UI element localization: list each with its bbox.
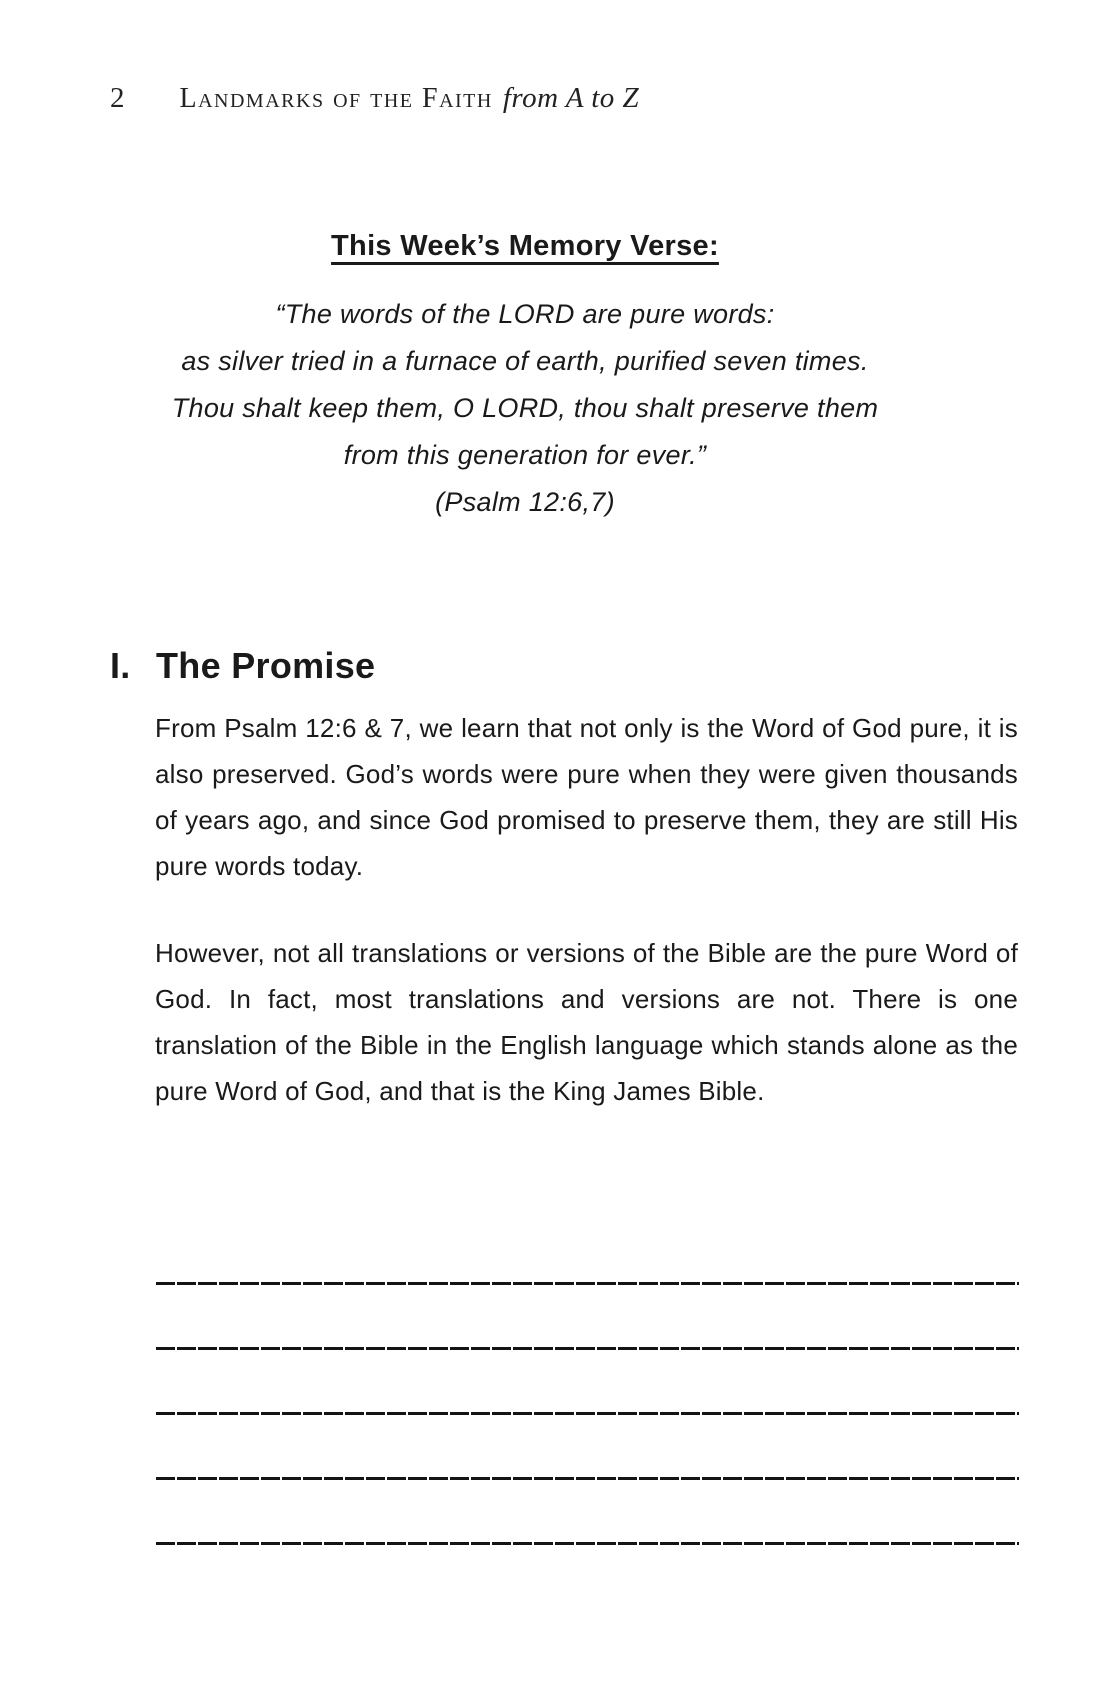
answer-lines [156,1282,1019,1607]
section-heading [110,645,376,686]
paragraph-2: However, not all translations or versions of the Bible are the pure Word of God. In fact, most translations and versions are not. There is one translation of the Bible in the English language which stands alone as the pure Word of God, and that is the King James Bible. [155,938,1018,1106]
verse-line-1: “The words of the LORD are pure words: [275,299,775,329]
verse-line-4: from this generation for ever.” [343,440,707,470]
memory-verse-text [0,291,1050,526]
paragraph-1: From Psalm 12:6 & 7, we learn that not only is the Word of God pure, it is also preserved. God’s words were pure when they were given thousands of years ago, and since God promised to preserve them, they are still His pure words today. [155,713,1018,881]
verse-reference: (Psalm 12:6,7) [435,487,615,517]
page-number: 2 [110,82,125,114]
section-title: The Promise [156,645,376,686]
answer-line [156,1477,1019,1480]
memory-verse-section [0,230,1050,526]
memory-verse-heading: This Week’s Memory Verse: [331,230,719,262]
section-numeral: I. [110,645,131,686]
book-title-main: Landmarks of the Faith [179,83,493,114]
book-title [180,82,640,115]
answer-line [156,1347,1019,1350]
verse-line-3: Thou shalt keep them, O LORD, thou shalt preserve them [171,393,879,423]
book-title-suffix: from A to Z [502,82,640,114]
answer-line [156,1542,1019,1545]
answer-line [156,1412,1019,1415]
verse-line-2: as silver tried in a furnace of earth, purified seven times. [181,346,869,376]
answer-line [156,1282,1019,1285]
body-text [155,705,1018,1155]
running-header [110,82,639,115]
